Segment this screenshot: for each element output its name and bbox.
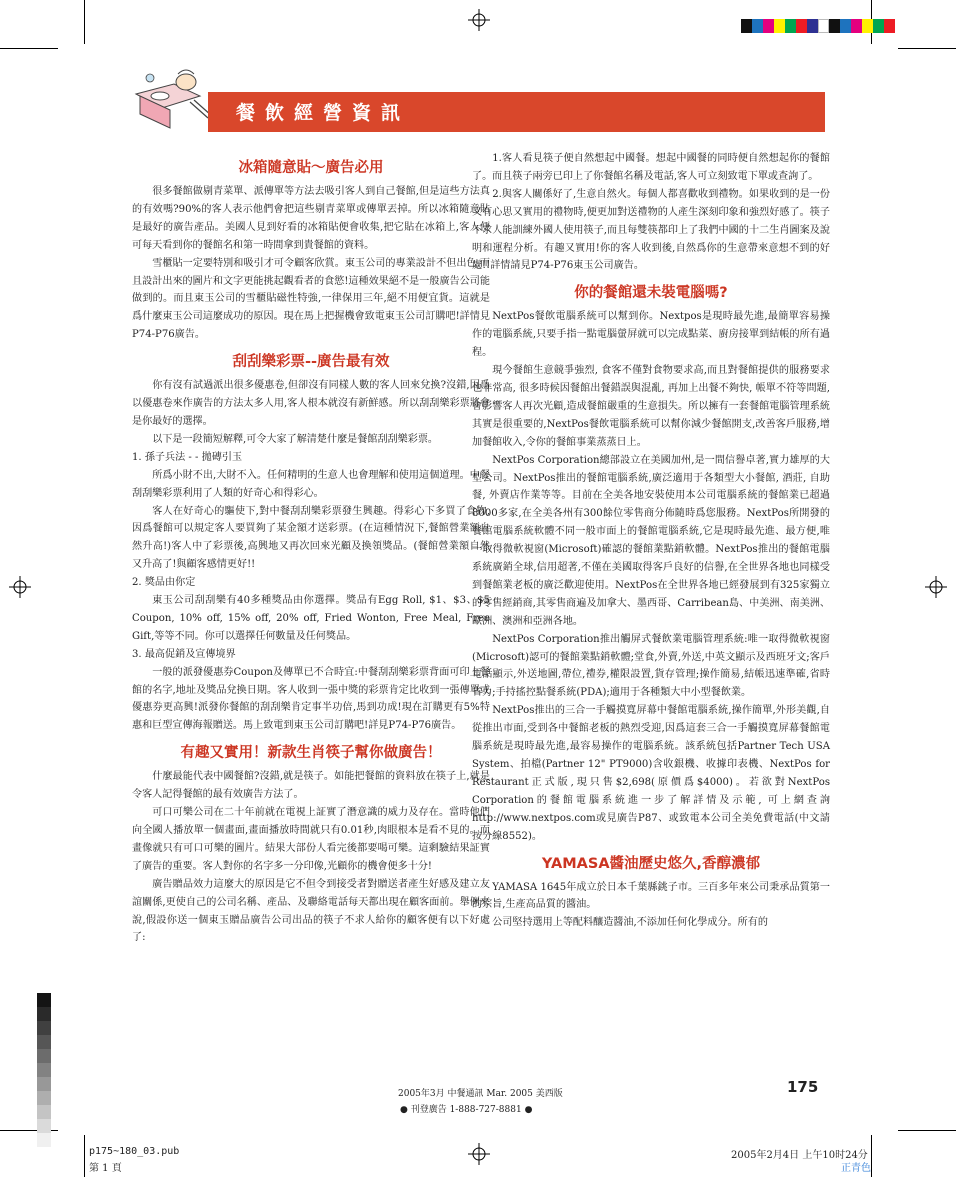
article-paragraph: 雪櫃貼一定要特別和吸引才可令顧客欣賞。東玉公司的專業設計不但出色,而且設計出來的圖片和文字更能挑起觀看者的食慾!這種效果絕不是一般廣告公司能做到的。而且東玉公司的雪櫃貼磁性特強,一律保用三年,絕不用便宜貨。這就是爲什麼東玉公司這麼成功的原因。現在馬上把握機會致電東玉公司訂購吧!詳情見P74-P76廣告。 — [132, 257, 490, 341]
article-paragraph: 2. 獎品由你定 — [132, 577, 196, 589]
right-column — [472, 150, 830, 932]
gray-swatch — [37, 1119, 51, 1133]
advertising-phone: 刊登廣告 1-888-727-8881 — [410, 1105, 522, 1115]
registration-mark-right — [925, 576, 947, 598]
gray-swatch — [37, 1049, 51, 1063]
color-swatch — [862, 19, 873, 33]
advertising-line: ● 刊登廣告 1-888-727-8881 ● — [400, 1105, 533, 1115]
color-swatch — [752, 19, 763, 33]
article-paragraph: NextPos餐飲電腦系統可以幫到你。Nextpos是現時最先進,最簡單容易操作的電腦系統,只要手指一點電腦螢屏就可以完成點菜、廚房接單到結帳的所有過程。 — [472, 311, 830, 359]
page-number: 175 — [787, 1078, 819, 1096]
gray-swatch — [37, 1091, 51, 1105]
article-paragraph: NextPos推出的三合一手觸摸寬屏幕中餐館電腦系統,操作簡單,外形美觀,自從推出市面,受到各中餐館老板的熱烈受迎,因爲這套三合一手觸摸寬屏幕餐館電腦系統是現時最先進,最容易操作的電腦系統。該系統包括Partner Tech USA System、拍檔(Partner 12" PT9000)含收銀機、收據印表機、NextPos for Restaurant正式版,現只售$2,698(原價爲$4000)。若欲對NextPos Corporation的餐館電腦系統進一步了解詳情及示範, 可上網查詢http://www.nextpos.com或見廣告P87、或致電本公司全美免費電話(中文請按分線8552)。 — [472, 705, 830, 842]
article-heading: 你的餐館還未裝電腦嗎? — [574, 285, 728, 302]
slug-filename: p175~180_03.pub — [89, 1146, 180, 1157]
gray-swatch — [37, 1021, 51, 1035]
article-heading: YAMASA醬油歷史悠久,香醇濃郁 — [541, 855, 761, 872]
article-paragraph: 以下是一段簡短解釋,可令大家了解清楚什麼是餐館刮刮樂彩票。 — [152, 433, 439, 445]
article-paragraph: NextPos Corporation總部設立在美國加州,是一間信譽卓著,實力雄厚的大型公司。NextPos推出的餐館電腦系統,廣泛適用于各類型大小餐館, 酒莊, 自助餐, 外賣店作業等等。目前在全美各地安裝使用本公司電腦系統的餐館業已超過8000多家,在全美各州有300餘位零售商分佈隨時爲您服務。NextPos所開發的餐館電腦系統軟體不同一般市面上的餐館電腦系統,它是現時最先進、最方便,唯一取得微軟視窗(Microsoft)確認的餐館業點銷軟體。NextPos推出的餐館電腦系統廣銷全球,信用超著,不僅在美國取得客戶良好的信譽,在全世界各地也同樣受到餐館業老板的廣泛歡迎使用。NextPos在全世界各地已經發展到有325家獨立的零售經銷商,其零售商遍及加拿大、墨西哥、Carribean島、中美洲、南美洲、歐洲、澳洲和亞洲各地。 — [472, 454, 830, 627]
color-swatch — [763, 19, 774, 33]
article-heading: 有趣又實用！新款生肖筷子幫你做廣告！ — [180, 745, 442, 762]
article-paragraph: 什麼最能代表中國餐館?沒錯,就是筷子。如能把餐館的資料放在筷子上,就是令客人記得餐館的最有效廣告方法了。 — [132, 771, 490, 801]
registration-mark-bottom — [468, 1143, 490, 1165]
article-paragraph: 東玉公司刮刮樂有40多種獎品由你選擇。獎品有Egg Roll, $1、$3、$5 Coupon, 10% off, 15% off, 20% off, Fried Wonton, Free Meal, Free Gift,等等不同。你可以選擇任何數量及任何獎品。 — [132, 595, 490, 642]
crop-mark — [84, 0, 85, 44]
article-paragraph: 很多餐館做剔青菜單、派傳單等方法去吸引客人到自己餐館,但是這些方法真的有效嗎?90%的客人表示他們會把這些剔青菜單或傳單丟掉。所以冰箱隨意貼是最好的廣告產品。美國人見到好看的冰箱貼便會收集,把它貼在冰箱上,客人便可每天看到你的餐館名和第一時間拿到貴餐館的資料。 — [132, 186, 490, 251]
crop-mark — [898, 1130, 956, 1131]
article-paragraph: 1.客人看見筷子便自然想起中國餐。想起中國餐的同時便自然想起你的餐館了。而且筷子兩旁已印上了你餐館名稱及電話,客人可立刻致電下單或查詢了。 — [472, 153, 830, 182]
color-swatch — [840, 19, 851, 33]
article-heading: 刮刮樂彩票--廣告最有效 — [232, 354, 390, 371]
left-column — [132, 150, 490, 947]
article-paragraph: NextPos Corporation推出觸屏式餐飲業電腦管理系統:唯一取得微軟視窗(Microsoft)認可的餐館業點銷軟體;堂食,外賣,外送,中英文顯示及西班牙文;客戶電話顯示,外送地圖,帶位,禮券,權限設置,貨存管理;操作簡易,結帳迅速準確,省時省力;手持搖控點餐系統(PDA);適用于各種類大中小型餐飲業。 — [472, 633, 830, 699]
crop-mark — [0, 48, 58, 49]
crop-mark — [898, 48, 956, 49]
registration-mark-top — [468, 9, 490, 31]
article-paragraph: 客人在好奇心的驅使下,對中餐刮刮樂彩票發生興趣。得彩心下多買了食物,因爲餐館可以規定客人要買夠了某金額才送彩票。(在這種情況下,餐館營業額自然升高!)客人中了彩票後,高興地又再次回來光顧及換領獎品。(餐館營業額自然又升高了!與顧客感情更好!! — [132, 505, 490, 571]
gray-swatch — [37, 1133, 51, 1147]
article-paragraph: 3. 最高促銷及宣傳境界 — [132, 648, 236, 660]
color-swatch — [884, 19, 895, 33]
color-swatch — [785, 19, 796, 33]
color-swatch — [873, 19, 884, 33]
color-swatch — [774, 19, 785, 33]
article-paragraph: 你有沒有試過派出很多優惠卷,但卻沒有同樣人數的客人回來兌換?沒錯,因爲以優惠卷來作廣告的方法太多人用,客人根本就沒有新鮮感。所以刮刮樂彩票將會是你最好的選擇。 — [132, 380, 490, 427]
slug-date: 2005年2月4日 上午10时24分 — [731, 1150, 868, 1161]
article-paragraph: 所爲小財不出,大財不入。任何精明的生意人也會理解和使用這個道理。中餐刮刮樂彩票利用了人類的好奇心和得彩心。 — [132, 469, 490, 499]
crop-mark — [871, 1135, 872, 1177]
gray-swatch — [37, 1105, 51, 1119]
dining-illustration-icon — [130, 66, 216, 136]
article-paragraph: 現今餐館生意競爭強烈, 食客不僅對食物要求高,而且對餐館提供的服務要求也非常高, 很多時候因餐館出餐錯誤與混亂, 再加上出餐不夠快, 帳單不符等問題, 會影響客人再次光顧,造成餐館嚴重的生意損失。所以擁有一套餐館電腦管理系統其實是很重要的,NextPos餐飲電腦系統可以幫你減少餐館開支,改善客戶服務,增加餐館收入,令你的餐館事業蒸蒸日上。 — [472, 365, 830, 448]
color-swatch — [796, 19, 807, 33]
section-title: 餐飲經營資訊 — [236, 102, 411, 124]
article-paragraph: 可口可樂公司在二十年前就在電視上証實了潛意識的威力及存在。當時他們向全國人播放單一個畫面,畫面播放時間就只有0.01秒,肉眼根本是看不見的。而畫像就只有可口可樂的圖片。結果大部份人看完後都要喝可樂。這剩驗結果証實了廣告的重要。客人對你的名字多一分印像,光顧你的機會便多十分! — [132, 807, 490, 872]
article-paragraph: 公司堅持選用上等配料釀造醬油,不添加任何化學成分。所有的 — [492, 917, 768, 929]
article-paragraph: YAMASA 1645年成立於日本千葉縣銚子市。三百多年來公司秉承品質第一的宗旨,生產高品質的醬油。 — [472, 881, 830, 911]
color-swatch — [807, 19, 818, 33]
registration-mark-left — [9, 576, 31, 598]
color-swatch — [829, 19, 840, 33]
article-paragraph: 1. 孫子兵法 - - 拋磚引玉 — [132, 451, 243, 463]
crop-mark — [84, 1135, 85, 1177]
article-paragraph: 2.與客人關係好了,生意自然火。每個人都喜歡收到禮物。如果收到的是一份又有心思又實用的禮物時,便更加對送禮物的人產生深刻印象和強烈好感了。筷子不求人能訓練外國人使用筷子,而且每雙筷都印上了我們中國的十二生肖圖案及說明和運程分析。有趣又實用!你的客人收到後,自然爲你的生意帶來意想不到的好處!!詳情請見P74-P76東玉公司廣告。 — [472, 188, 830, 272]
color-swatch — [851, 19, 862, 33]
gray-swatch — [37, 1035, 51, 1049]
gray-swatch — [37, 993, 51, 1007]
slug-page: 第 1 頁 — [89, 1163, 122, 1174]
gray-swatch — [37, 1007, 51, 1021]
color-swatch — [818, 19, 829, 33]
article-heading: 冰箱隨意貼～廣告必用 — [238, 160, 384, 176]
gray-swatch — [37, 1063, 51, 1077]
slug-color: 正青色 — [841, 1163, 871, 1174]
color-swatch — [741, 19, 752, 33]
gray-swatch — [37, 1077, 51, 1091]
article-paragraph: 廣告贈品效力這麼大的原因是它不但令到接受者對贈送者產生好感及建立友誼關係,更使自己的公司名稱、產品、及聯絡電話每天都出現在顧客面前。舉例來說,假設你送一個東玉贈品廣告公司出品的筷子不求人給你的顧客便有以下好處了: — [132, 878, 490, 944]
publication-line: 2005年3月 中餐通訊 Mar. 2005 美西版 — [398, 1089, 563, 1099]
article-paragraph: 一般的派發優惠券Coupon及傳單已不合時宜:中餐刮刮樂彩票背面可印上餐館的名字,地址及獎品兌換日期。客人收到一張中獎的彩票肯定比收到一張傳單或優惠券更高興!派發你餐館的刮刮樂肯定事半功倍,馬到功成!現在訂購更有5%特惠和巨型宣傳海報贈送。馬上致電到東玉公司訂購吧!詳見P74-P76廣告。 — [132, 666, 490, 732]
